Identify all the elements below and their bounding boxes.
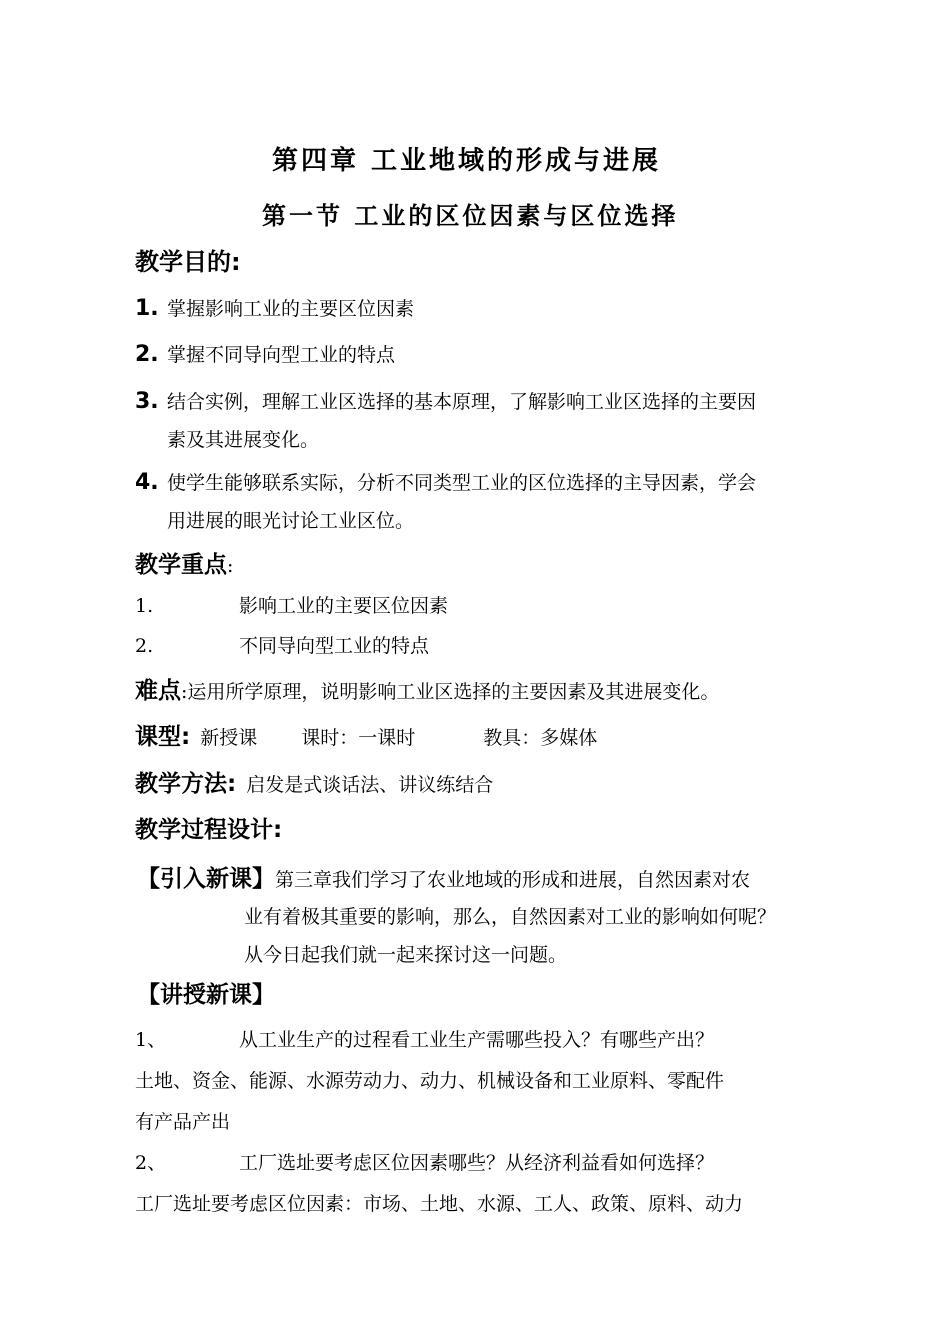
question-1 (135, 1028, 714, 1052)
key-point-number: 2. (135, 635, 154, 657)
difficulty-text: :运用所学原理，说明影响工业区选择的主要因素及其进展变化。 (181, 681, 720, 703)
objective-item-1 (135, 297, 414, 321)
key-points-heading (135, 550, 233, 581)
chapter-title: 第四章 工业地域的形成与进展 (272, 146, 662, 176)
key-point-text: 影响工业的主要区位因素 (239, 595, 449, 617)
objective-number: 2. (135, 342, 159, 367)
intro-text: 第三章我们学习了农业地域的形成和进展，自然因素对农 (275, 869, 751, 891)
intro-line-1 (137, 864, 750, 895)
objective-text: 使学生能够联系实际，分析不同类型工业的区位选择的主导因素，学会 (167, 472, 757, 494)
lesson-hours: 课时：一课时 (301, 727, 416, 749)
objective-text-continued: 用进展的眼光讨论工业区位。 (167, 510, 415, 532)
objective-item-4 (135, 471, 756, 495)
objective-number: 1. (135, 296, 159, 321)
teaching-tools: 教具：多媒体 (483, 727, 598, 749)
process-heading: 教学过程设计: (135, 817, 283, 843)
method-line (135, 769, 493, 800)
question-number: 2、 (135, 1152, 167, 1174)
question-text: 工厂选址要考虑区位因素哪些？从经济利益看如何选择？ (239, 1152, 715, 1174)
objective-number: 4. (135, 470, 159, 495)
question-text: 从工业生产的过程看工业生产需哪些投入？有哪些产出？ (239, 1029, 715, 1051)
key-points-label: 教学重点 (135, 552, 227, 578)
key-point-text: 不同导向型工业的特点 (239, 635, 430, 657)
lesson-type-line (135, 722, 597, 753)
objective-text: 结合实例，理解工业区选择的基本原理，了解影响工业区选择的主要因 (167, 391, 757, 413)
lesson-type-value: 新授课 (200, 727, 258, 749)
key-points-colon: : (227, 555, 234, 577)
key-point-item-1 (135, 594, 448, 618)
answer-1-line-2: 有产品产出 (135, 1111, 231, 1133)
difficulty-line (135, 676, 719, 707)
method-value: 启发是式谈话法、讲议练结合 (246, 774, 494, 796)
lesson-type-label: 课型: (135, 724, 191, 750)
objective-item-2 (135, 343, 395, 367)
objective-text-continued: 素及其进展变化。 (167, 429, 320, 451)
objective-text: 掌握不同导向型工业的特点 (167, 344, 396, 366)
answer-2: 工厂选址要考虑区位因素：市场、土地、水源、工人、政策、原料、动力 (135, 1193, 744, 1215)
intro-line-2: 业有着极其重要的影响，那么，自然因素对工业的影响如何呢？ (244, 906, 777, 928)
answer-1-line-1: 土地、资金、能源、水源劳动力、动力、机械设备和工业原料、零配件 (135, 1070, 725, 1092)
difficulty-label: 难点 (135, 678, 181, 704)
question-2 (135, 1151, 714, 1175)
objective-number: 3. (135, 389, 159, 414)
intro-line-3: 从今日起我们就一起来探讨这一问题。 (244, 944, 568, 966)
section-title: 第一节 工业的区位因素与区位选择 (262, 202, 679, 230)
method-label: 教学方法: (135, 771, 237, 797)
objectives-heading: 教学目的: (135, 248, 241, 276)
teach-heading: 【讲授新课】 (137, 982, 275, 1008)
intro-label: 【引入新课】 (137, 866, 275, 892)
key-point-number: 1. (135, 595, 154, 617)
key-point-item-2 (135, 634, 429, 658)
objective-item-3 (135, 390, 756, 414)
question-number: 1、 (135, 1029, 167, 1051)
objective-text: 掌握影响工业的主要区位因素 (167, 298, 415, 320)
